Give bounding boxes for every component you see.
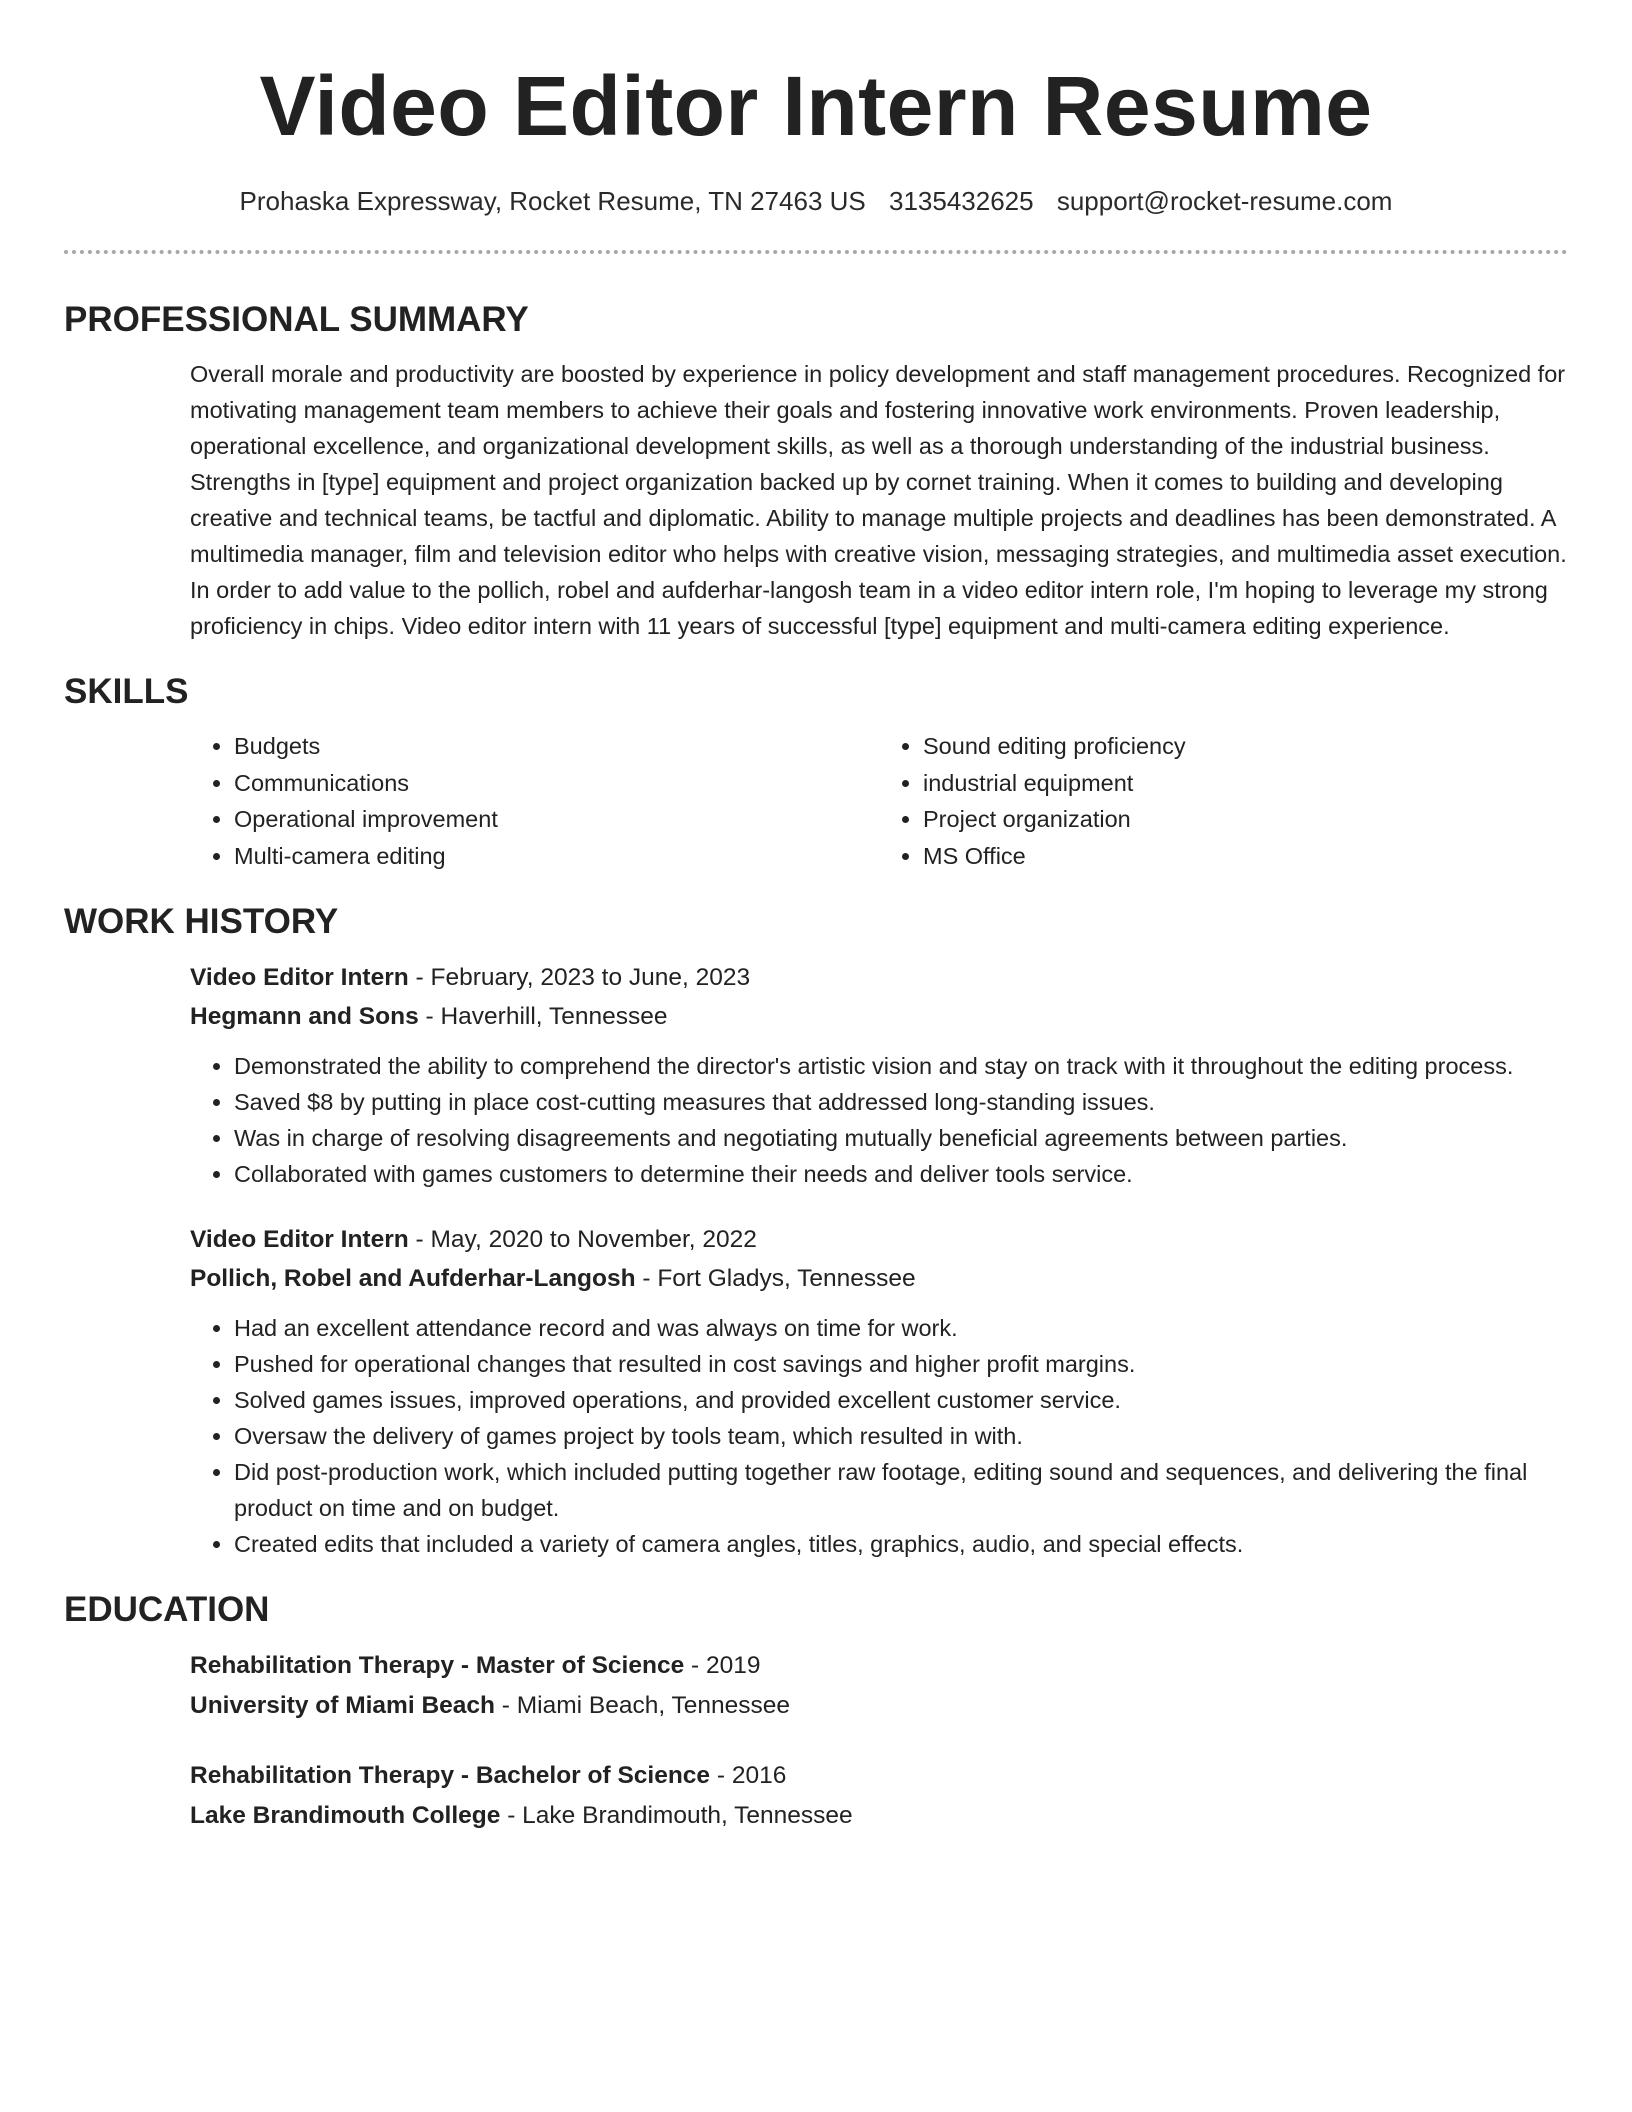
summary-text: Overall morale and productivity are boosted by experience in policy development and staff management procedures. Recognized for motivating management team members to achieve their goals and fostering innovative work environments. Proven leadership, operational excellence, and organizational development skills, as well as a thorough understanding of the industrial business. Strengths in [type] equipment and project organization backed up by cornet training. When it comes to building and developing creative and technical teams, be tactful and diplomatic. Ability to manage multiple projects and deadlines has been demonstrated. A multimedia manager, film and television editor who helps with creative vision, messaging strategies, and multimedia asset execution. In order to add value to the pollich, robel and aufderhar-langosh team in a video editor intern role, I'm hoping to leverage my strong proficiency in chips. Video editor intern with 11 years of successful [type] equipment and multi-camera editing experience. <box>190 361 1567 639</box>
skills-section <box>64 670 1568 874</box>
work-body <box>190 958 1568 1562</box>
resume-header <box>64 56 1568 254</box>
job-bullet: • Oversaw the delivery of games project by tools team, which resulted in with. <box>234 1418 1568 1454</box>
job-bullet: • Created edits that included a variety of camera angles, titles, graphics, audio, and special effects. <box>234 1526 1568 1562</box>
education-section <box>64 1588 1568 1836</box>
job-bullet: • Did post-production work, which included putting together raw footage, editing sound and sequences, and delivering the final product on time and on budget. <box>234 1454 1568 1526</box>
skills-column-left <box>190 728 879 874</box>
education-school: Lake Brandimouth College <box>190 1802 501 1829</box>
job-location: - Haverhill, Tennessee <box>418 1003 668 1030</box>
skills-body <box>190 728 1568 874</box>
job-location: - Fort Gladys, Tennessee <box>635 1265 916 1292</box>
job-title-line <box>190 958 1568 997</box>
job-bullet: • Pushed for operational changes that resulted in cost savings and higher profit margins. <box>234 1346 1568 1382</box>
education-entry <box>190 1646 1568 1726</box>
skill-item: • MS Office <box>923 838 1568 875</box>
education-location: - Miami Beach, Tennessee <box>494 1692 791 1719</box>
job-entry <box>190 958 1568 1192</box>
education-entry <box>190 1756 1568 1836</box>
education-degree: Rehabilitation Therapy - Bachelor of Science <box>190 1762 711 1789</box>
skill-item: • Multi-camera editing <box>234 838 879 875</box>
education-location: - Lake Brandimouth, Tennessee <box>500 1802 853 1829</box>
work-heading: WORK HISTORY <box>64 902 339 941</box>
job-title-line <box>190 1220 1568 1259</box>
education-body <box>190 1646 1568 1836</box>
skills-list <box>190 728 1568 874</box>
job-bullet: • Collaborated with games customers to determine their needs and deliver tools service. <box>234 1156 1568 1192</box>
header-divider <box>64 250 1568 254</box>
skills-column-right <box>879 728 1568 874</box>
education-year: - 2019 <box>684 1652 761 1679</box>
education-school-line <box>190 1796 1568 1836</box>
job-bullet: • Had an excellent attendance record and was always on time for work. <box>234 1310 1568 1346</box>
resume-page <box>64 0 1568 1836</box>
education-year: - 2016 <box>710 1762 787 1789</box>
job-title: Video Editor Intern <box>190 964 409 991</box>
job-bullet: • Was in charge of resolving disagreements and negotiating mutually beneficial agreements between parties. <box>234 1120 1568 1156</box>
job-bullet: • Saved $8 by putting in place cost-cutting measures that addressed long-standing issues. <box>234 1084 1568 1120</box>
contact-line <box>64 184 1568 218</box>
skill-item: • Communications <box>234 765 879 802</box>
work-section <box>64 900 1568 1562</box>
skill-item: • Budgets <box>234 728 879 765</box>
skill-item: • industrial equipment <box>923 765 1568 802</box>
skill-item: • Operational improvement <box>234 801 879 838</box>
skill-item: • Project organization <box>923 801 1568 838</box>
summary-body <box>190 356 1568 644</box>
job-entry <box>190 1220 1568 1562</box>
job-bullets <box>190 1048 1568 1192</box>
job-title: Video Editor Intern <box>190 1226 409 1253</box>
job-company-line <box>190 997 1568 1036</box>
contact-phone: 3135432625 <box>888 186 1034 216</box>
job-company-line <box>190 1259 1568 1298</box>
summary-section <box>64 298 1568 644</box>
job-company: Hegmann and Sons <box>190 1003 419 1030</box>
skill-item: • Sound editing proficiency <box>923 728 1568 765</box>
job-company: Pollich, Robel and Aufderhar-Langosh <box>190 1265 636 1292</box>
job-dates: - May, 2020 to November, 2022 <box>408 1226 757 1253</box>
skills-heading: SKILLS <box>64 672 189 711</box>
job-bullet: • Demonstrated the ability to comprehend the director's artistic vision and stay on track with it throughout the editing process. <box>234 1048 1568 1084</box>
education-school-line <box>190 1686 1568 1726</box>
contact-email: support@rocket-resume.com <box>1056 186 1393 216</box>
job-dates: - February, 2023 to June, 2023 <box>408 964 751 991</box>
contact-address: Prohaska Expressway, Rocket Resume, TN 27463 US <box>239 186 866 216</box>
education-degree: Rehabilitation Therapy - Master of Science <box>190 1652 685 1679</box>
education-school: University of Miami Beach <box>190 1692 495 1719</box>
education-degree-line <box>190 1646 1568 1686</box>
job-bullets <box>190 1310 1568 1562</box>
resume-title: Video Editor Intern Resume <box>259 59 1373 153</box>
summary-heading: PROFESSIONAL SUMMARY <box>64 300 529 339</box>
education-heading: EDUCATION <box>64 1590 270 1629</box>
education-degree-line <box>190 1756 1568 1796</box>
job-bullet: • Solved games issues, improved operations, and provided excellent customer service. <box>234 1382 1568 1418</box>
